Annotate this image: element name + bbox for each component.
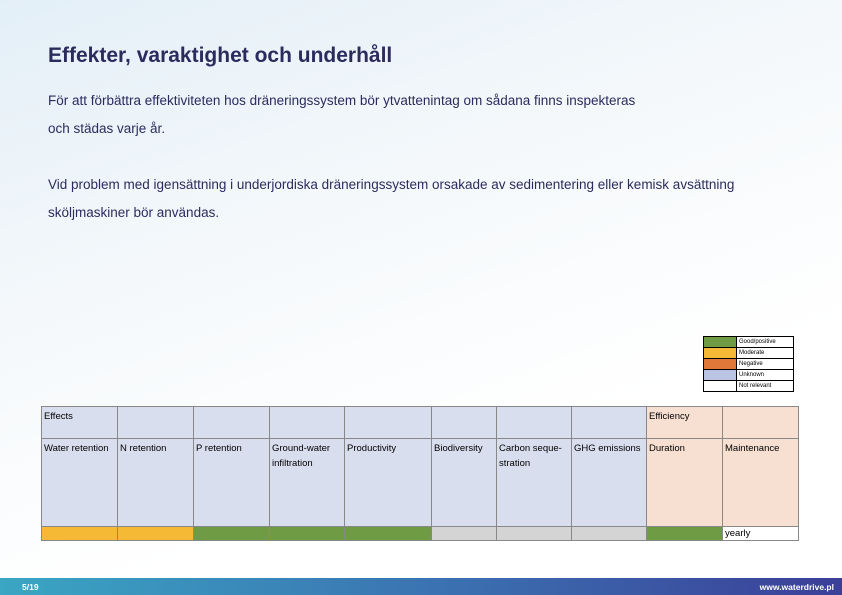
legend-swatch [704,359,737,370]
table-cell [723,407,799,439]
table-cell [118,407,194,439]
rating-cell: yearly [723,527,799,541]
paragraph-flushing [48,171,808,227]
column-header: Duration [647,439,723,527]
table-cell [194,407,270,439]
rating-cell [572,527,647,541]
legend-row [704,381,794,392]
table-cell [270,407,345,439]
table-header-row [42,439,799,527]
rating-cell [345,527,432,541]
column-header: Biodiversity [432,439,497,527]
legend-swatch [704,337,737,348]
rating-cell [432,527,497,541]
column-header: Carbon seque-stration [497,439,572,527]
column-header: Maintenance [723,439,799,527]
legend-row [704,348,794,359]
column-header: Productivity [345,439,432,527]
column-header: GHG emissions [572,439,647,527]
paragraph-inspection [48,87,808,143]
paragraph-line: och städas varje år. [48,121,166,136]
table-cell [497,407,572,439]
legend-swatch [704,381,737,392]
table-rating-row [42,527,799,541]
legend-label: Good/positive [737,337,794,348]
legend-row [704,370,794,381]
group-header-efficiency: Efficiency [647,407,723,439]
legend-row [704,359,794,370]
paragraph-line: sköljmaskiner bör användas. [48,205,220,220]
legend-swatch [704,370,737,381]
legend-row [704,337,794,348]
legend-swatch [704,348,737,359]
column-header: Water retention [42,439,118,527]
effects-table [41,406,799,541]
paragraph-line: För att förbättra effektiviteten hos dräneringssystem bör ytvattenintag om sådana finns inspekteras [48,93,636,108]
group-header-effects: Effects [42,407,118,439]
column-header: N retention [118,439,194,527]
table-cell [345,407,432,439]
table-group-row [42,407,799,439]
column-header: Ground-water infiltration [270,439,345,527]
footer-bar [0,578,842,595]
rating-cell [42,527,118,541]
table-cell [572,407,647,439]
column-header: P retention [194,439,270,527]
website-link[interactable]: www.waterdrive.pl [759,582,834,592]
rating-cell [647,527,723,541]
paragraph-line: Vid problem med igensättning i underjordiska dräneringssystem orsakade av sedimentering eller kemisk avsättning [48,177,735,192]
rating-cell [497,527,572,541]
legend-label: Negative [737,359,794,370]
page-title: Effekter, varaktighet och underhåll [48,44,393,67]
rating-cell [194,527,270,541]
page-number: 5/19 [22,582,39,592]
color-legend [703,336,794,392]
legend-label: Moderate [737,348,794,359]
table-cell [432,407,497,439]
rating-cell [270,527,345,541]
legend-label: Not relevant [737,381,794,392]
rating-cell [118,527,194,541]
legend-label: Unknown [737,370,794,381]
